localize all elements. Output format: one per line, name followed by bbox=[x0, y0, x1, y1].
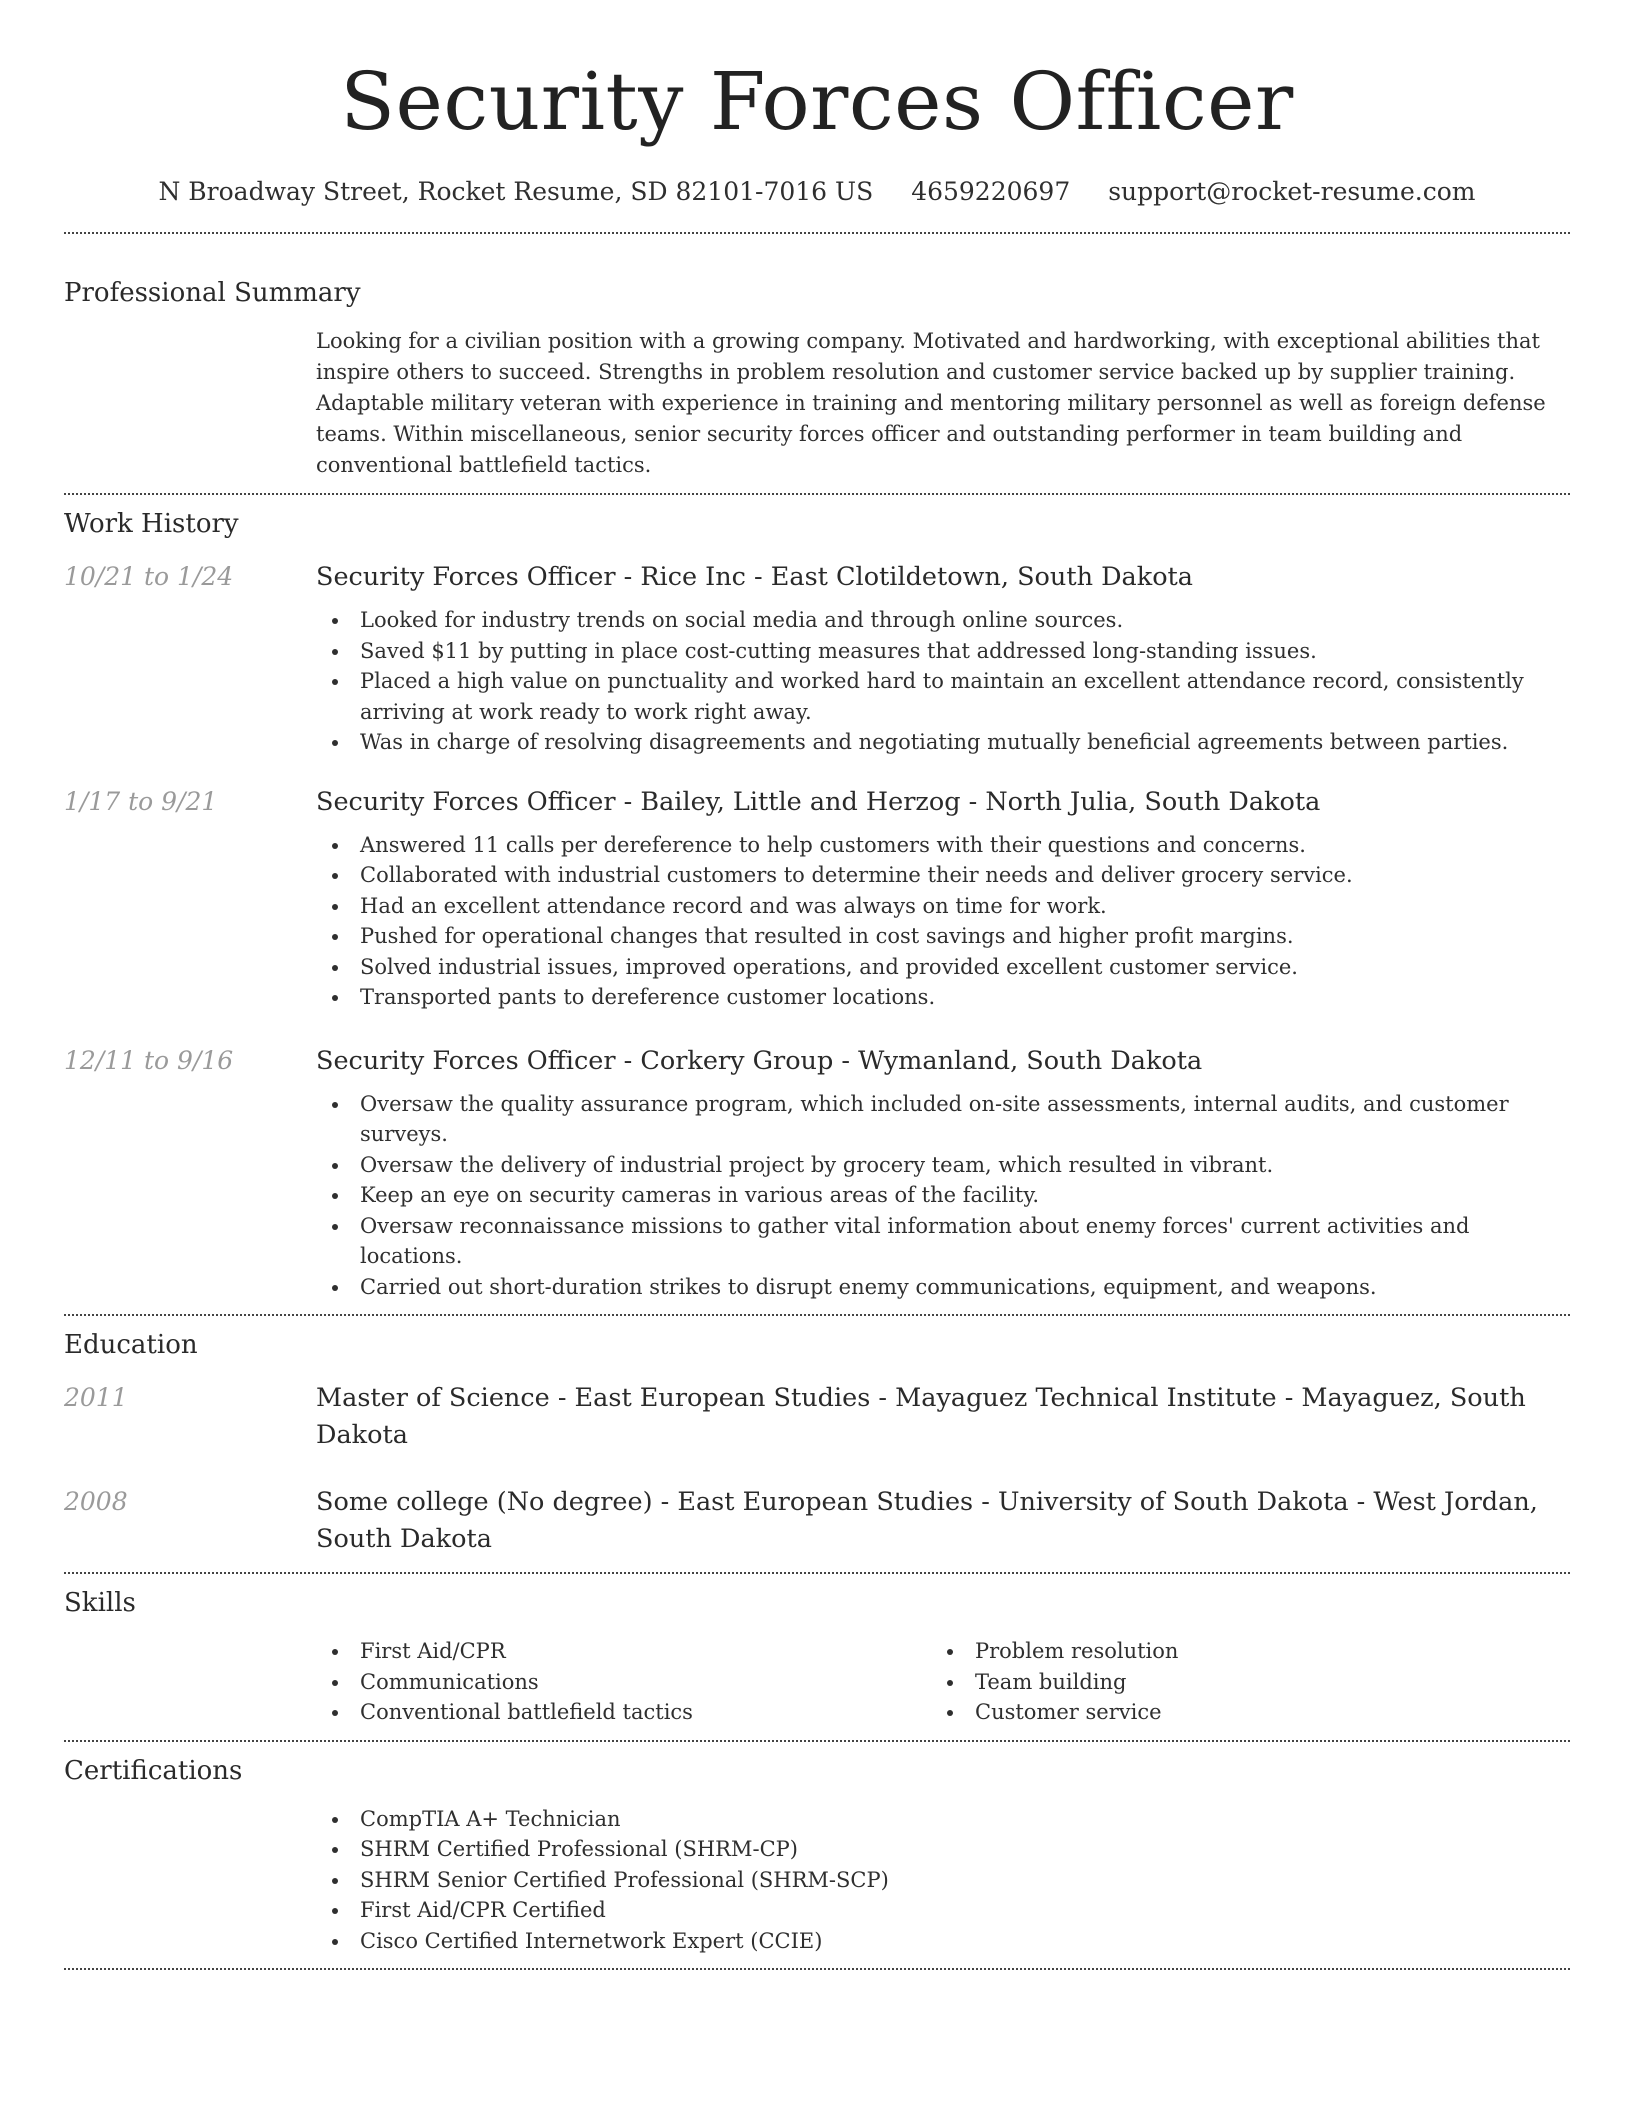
list-item: CompTIA A+ Technician bbox=[316, 1804, 1570, 1835]
section-title-work: Work History bbox=[64, 509, 239, 539]
job-dates: 10/21 to 1/24 bbox=[64, 562, 234, 591]
list-item: SHRM Senior Certified Professional (SHRM-SCP) bbox=[316, 1865, 1570, 1896]
job-entry bbox=[64, 784, 1570, 1013]
list-item: Conventional battlefield tactics bbox=[316, 1697, 931, 1728]
job-entry bbox=[64, 1043, 1570, 1303]
list-item: First Aid/CPR Certified bbox=[316, 1895, 1570, 1926]
certifications-list bbox=[64, 1804, 1570, 1957]
resume-name: Security Forces Officer bbox=[340, 55, 1294, 148]
job-heading: Security Forces Officer - Bailey, Little and Herzog - North Julia, South Dakota bbox=[316, 786, 1321, 817]
list-item: Team building bbox=[931, 1667, 1546, 1698]
education-entry bbox=[64, 1380, 1570, 1454]
summary-text: Looking for a civilian position with a growing company. Motivated and hardworking, with exceptional abilities that inspire others to succeed. Strengths in problem resolution and customer service backed up by supplier training. Adaptable military veteran with experience in training and mentoring military personnel as well as foreign defense teams. Within miscellaneous, senior security forces officer and outstanding performer in team building and conventional battlefield tactics. bbox=[316, 329, 1546, 477]
list-item: Solved industrial issues, improved operations, and provided excellent customer service. bbox=[316, 952, 1570, 983]
list-item: Communications bbox=[316, 1667, 931, 1698]
contact-phone: 4659220697 bbox=[911, 177, 1071, 206]
education-heading: Master of Science - East European Studies - Mayaguez Technical Institute - Mayaguez, South Dakota bbox=[316, 1383, 1526, 1450]
education-entry bbox=[64, 1484, 1570, 1558]
divider bbox=[64, 1968, 1570, 1970]
education-year: 2011 bbox=[64, 1383, 128, 1412]
list-item: Saved $11 by putting in place cost-cutting measures that addressed long-standing issues. bbox=[316, 636, 1570, 667]
skills-column-right bbox=[931, 1636, 1546, 1728]
skills-column-left bbox=[316, 1636, 931, 1728]
list-item: Had an excellent attendance record and was always on time for work. bbox=[316, 891, 1570, 922]
job-bullets bbox=[316, 830, 1570, 1013]
list-item: Problem resolution bbox=[931, 1636, 1546, 1667]
section-title-education: Education bbox=[64, 1330, 198, 1360]
divider bbox=[64, 1740, 1570, 1742]
job-heading: Security Forces Officer - Corkery Group - Wymanland, South Dakota bbox=[316, 1045, 1203, 1076]
resume-page bbox=[64, 0, 1570, 1970]
list-item: Was in charge of resolving disagreements and negotiating mutually beneficial agreements between parties. bbox=[316, 727, 1570, 758]
list-item: Transported pants to dereference customer locations. bbox=[316, 982, 1570, 1013]
list-item: Oversaw the delivery of industrial project by grocery team, which resulted in vibrant. bbox=[316, 1150, 1570, 1181]
list-item: Oversaw reconnaissance missions to gather vital information about enemy forces' current activities and locations. bbox=[316, 1211, 1570, 1272]
section-title-skills: Skills bbox=[64, 1588, 136, 1618]
divider bbox=[64, 1572, 1570, 1574]
job-bullets bbox=[316, 605, 1570, 758]
list-item: Oversaw the quality assurance program, which included on-site assessments, internal audits, and customer surveys. bbox=[316, 1089, 1570, 1150]
divider bbox=[64, 1314, 1570, 1316]
job-dates: 1/17 to 9/21 bbox=[64, 786, 218, 816]
list-item: Answered 11 calls per dereference to help customers with their questions and concerns. bbox=[316, 830, 1570, 861]
list-item: Pushed for operational changes that resulted in cost savings and higher profit margins. bbox=[316, 921, 1570, 952]
education-year: 2008 bbox=[64, 1487, 128, 1516]
list-item: Cisco Certified Internetwork Expert (CCIE) bbox=[316, 1926, 1570, 1957]
job-entry bbox=[64, 559, 1570, 758]
list-item: Looked for industry trends on social media and through online sources. bbox=[316, 605, 1570, 636]
education-heading: Some college (No degree) - East European Studies - University of South Dakota - West Jordan, South Dakota bbox=[316, 1487, 1538, 1554]
job-heading: Security Forces Officer - Rice Inc - East Clotildetown, South Dakota bbox=[316, 562, 1194, 592]
list-item: Customer service bbox=[931, 1697, 1546, 1728]
section-title-certifications: Certifications bbox=[64, 1755, 243, 1786]
job-bullets bbox=[316, 1089, 1570, 1303]
divider bbox=[64, 493, 1570, 495]
contact-line bbox=[64, 172, 1570, 212]
list-item: First Aid/CPR bbox=[316, 1636, 931, 1667]
skills-grid bbox=[64, 1636, 1570, 1728]
divider bbox=[64, 232, 1570, 234]
section-title-summary: Professional Summary bbox=[64, 278, 361, 308]
list-item: Collaborated with industrial customers to determine their needs and deliver grocery service. bbox=[316, 860, 1570, 891]
list-item: SHRM Certified Professional (SHRM-CP) bbox=[316, 1834, 1570, 1865]
job-dates: 12/11 to 9/16 bbox=[64, 1045, 234, 1075]
list-item: Carried out short-duration strikes to disrupt enemy communications, equipment, and weapons. bbox=[316, 1272, 1570, 1303]
list-item: Placed a high value on punctuality and worked hard to maintain an excellent attendance record, consistently arriving at work ready to work right away. bbox=[316, 666, 1570, 727]
contact-address: N Broadway Street, Rocket Resume, SD 82101-7016 US bbox=[158, 177, 874, 206]
contact-email[interactable]: support@rocket-resume.com bbox=[1108, 177, 1476, 206]
list-item: Keep an eye on security cameras in various areas of the facility. bbox=[316, 1180, 1570, 1211]
